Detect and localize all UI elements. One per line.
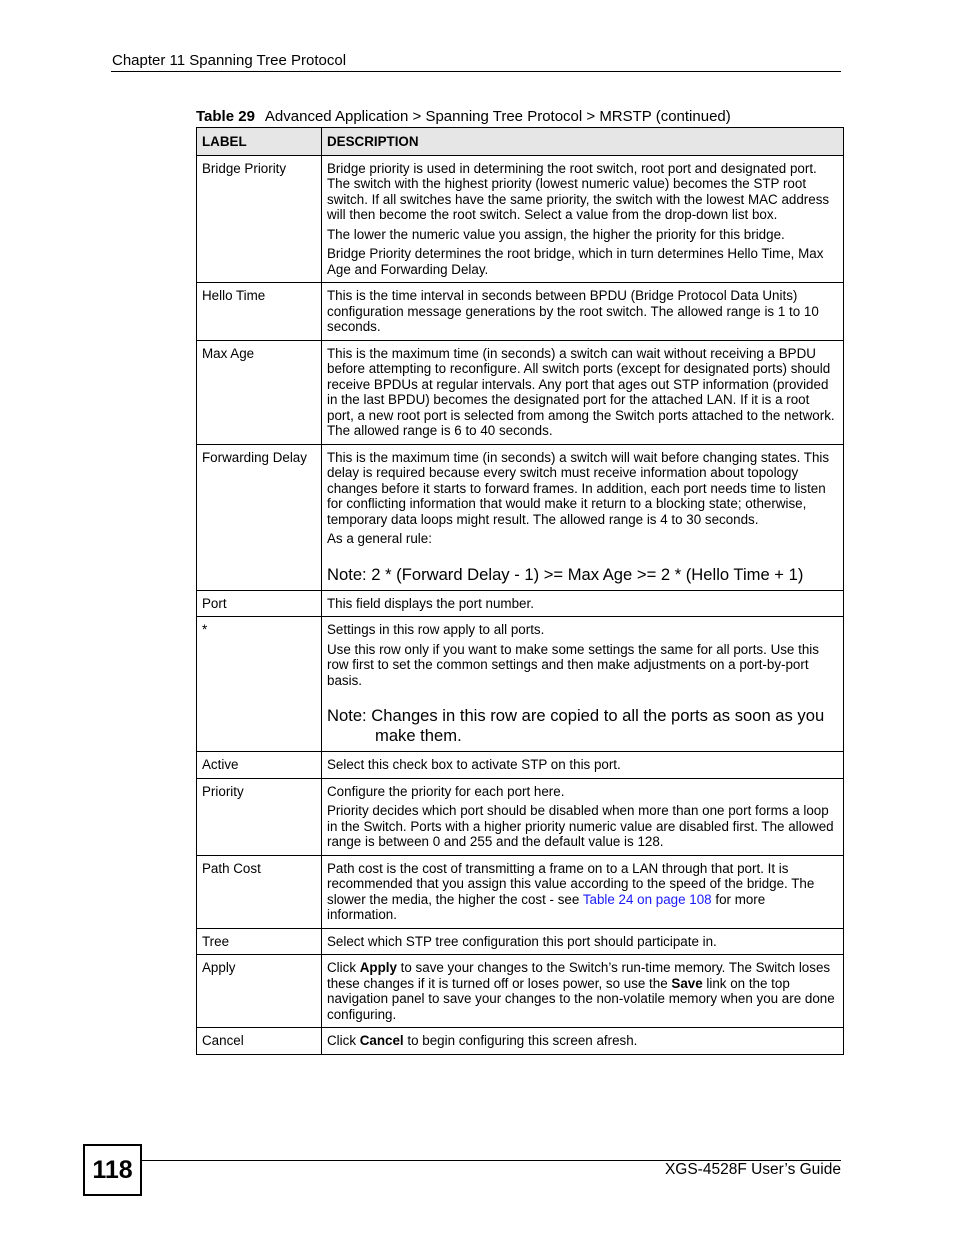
guide-title: XGS-4528F User’s Guide — [664, 1161, 841, 1178]
bold-term-apply: Apply — [359, 960, 397, 975]
row-description — [322, 340, 844, 444]
row-description — [322, 155, 844, 283]
page-number: 118 — [83, 1144, 142, 1196]
description-text: to save your changes to the Switch’s run-time memory. The Switch loses these changes if it is turned off or loses power, so use the — [327, 960, 831, 991]
description-text: Path cost is the cost of transmitting a frame on to a LAN through that port. It is recommended that you assign this value according to the speed of the bridge. The slower the media, the higher the cost - see — [327, 860, 815, 907]
note-text: Note: 2 * (Forward Delay - 1) >= Max Age >= 2 * (Hello Time + 1) — [327, 564, 804, 584]
description-paragraph: Bridge Priority determines the root bridge, which in turn determines Hello Time, Max Age and Forwarding Delay. — [327, 246, 824, 277]
bold-term-save: Save — [671, 975, 703, 991]
description-paragraph: Use this row only if you want to make some settings the same for all ports. Use this row first to set the common settings and then make adjustments on a port-by-port basis. — [327, 641, 819, 688]
description-text: link on the top navigation panel to save your changes to the non-volatile memory when you are done configuring. — [327, 975, 835, 1022]
row-description — [322, 283, 844, 341]
table-row — [197, 155, 844, 283]
row-label: * — [197, 617, 322, 752]
row-label: Active — [197, 752, 322, 779]
column-header-description: DESCRIPTION — [322, 128, 844, 156]
table-row — [197, 855, 844, 928]
row-label: Cancel — [197, 1028, 322, 1055]
description-paragraph: This is the time interval in seconds between BPDU (Bridge Protocol Data Units) configuration message generations by the root switch. The allowed range is 1 to 10 seconds. — [327, 288, 819, 334]
table-row — [197, 778, 844, 855]
description-text: to begin configuring this screen afresh. — [403, 1033, 638, 1048]
description-paragraph: Priority decides which port should be disabled when more than one port forms a loop in the Switch. Ports with a higher priority numeric value are disabled first. The allowed range is between 0 and 255 and the default value is 128. — [327, 803, 834, 849]
row-label: Apply — [197, 955, 322, 1028]
row-description — [322, 778, 844, 855]
description-paragraph — [327, 960, 838, 1022]
row-description — [322, 928, 844, 955]
description-paragraph: This field displays the port number. — [327, 595, 534, 611]
row-label: Path Cost — [197, 855, 322, 928]
row-description — [322, 955, 844, 1028]
description-paragraph: This is the maximum time (in seconds) a switch can wait without receiving a BPDU before attempting to reconfigure. All switch ports (except for designated ports) should receive BPDUs at regular intervals. Any port that ages out STP information (provided in the last BPDU) becomes the designated port for the attached LAN. If it is a root port, a new root port is selected from among the Switch ports attached to the network. The allowed range is 6 to 40 seconds. — [327, 345, 835, 438]
description-paragraph: The lower the numeric value you assign, the higher the priority for this bridge. — [327, 226, 785, 242]
table-row — [197, 1028, 844, 1055]
table-row — [197, 955, 844, 1028]
table-caption — [196, 108, 731, 125]
table-header-row — [197, 128, 844, 156]
description-text: Click — [327, 960, 360, 975]
note-text: Note: Changes in this row are copied to all the ports as soon as you make them. — [327, 706, 825, 745]
row-description — [322, 444, 844, 590]
description-paragraph: Configure the priority for each port here. — [327, 783, 565, 799]
row-description — [322, 590, 844, 617]
description-text: for more information. — [327, 891, 766, 922]
description-paragraph: As a general rule: — [327, 531, 432, 546]
description-text: Click — [327, 1033, 360, 1048]
row-description — [322, 1028, 844, 1055]
description-paragraph — [327, 861, 838, 923]
row-description — [322, 617, 844, 752]
row-description — [322, 855, 844, 928]
chapter-header: Chapter 11 Spanning Tree Protocol — [112, 52, 347, 69]
column-header-label: LABEL — [197, 128, 322, 156]
table-row — [197, 340, 844, 444]
table-row — [197, 283, 844, 341]
table-row — [197, 752, 844, 779]
row-description — [322, 752, 844, 779]
row-label: Tree — [197, 928, 322, 955]
table-row — [197, 928, 844, 955]
bold-term-cancel: Cancel — [359, 1033, 404, 1048]
table-row — [197, 444, 844, 590]
table-row — [197, 617, 844, 752]
row-label: Hello Time — [197, 283, 322, 341]
table-caption-text: Advanced Application > Spanning Tree Protocol > MRSTP (continued) — [264, 108, 731, 125]
description-paragraph: Select this check box to activate STP on this port. — [327, 757, 621, 772]
table-24-link[interactable]: Table 24 on page 108 — [582, 891, 712, 907]
description-paragraph: This is the maximum time (in seconds) a switch will wait before changing states. This delay is required because every switch must receive information about topology changes before it starts to forward frames. In addition, each port needs time to listen for conflicting information that would make it return to a blocking state; otherwise, temporary data loops might result. The allowed range is 4 to 30 seconds. — [327, 449, 830, 527]
description-paragraph — [327, 1033, 838, 1049]
description-paragraph: Select which STP tree configuration this port should participate in. — [327, 933, 717, 949]
row-label: Priority — [197, 778, 322, 855]
row-label: Bridge Priority — [197, 155, 322, 283]
description-paragraph: Bridge priority is used in determining the root switch, root port and designated port. The switch with the highest priority (lowest numeric value) becomes the STP root switch. If all switches have the same priority, the switch with the lowest MAC address will then become the root switch. Select a value from the drop-down list box. — [327, 160, 830, 222]
row-label: Port — [197, 590, 322, 617]
table-number: Table 29 — [196, 108, 255, 125]
table-row — [197, 590, 844, 617]
mrstp-description-table — [196, 127, 844, 1055]
description-paragraph: Settings in this row apply to all ports. — [327, 622, 545, 637]
row-label: Max Age — [197, 340, 322, 444]
row-label: Forwarding Delay — [197, 444, 322, 590]
header-divider — [111, 71, 841, 72]
